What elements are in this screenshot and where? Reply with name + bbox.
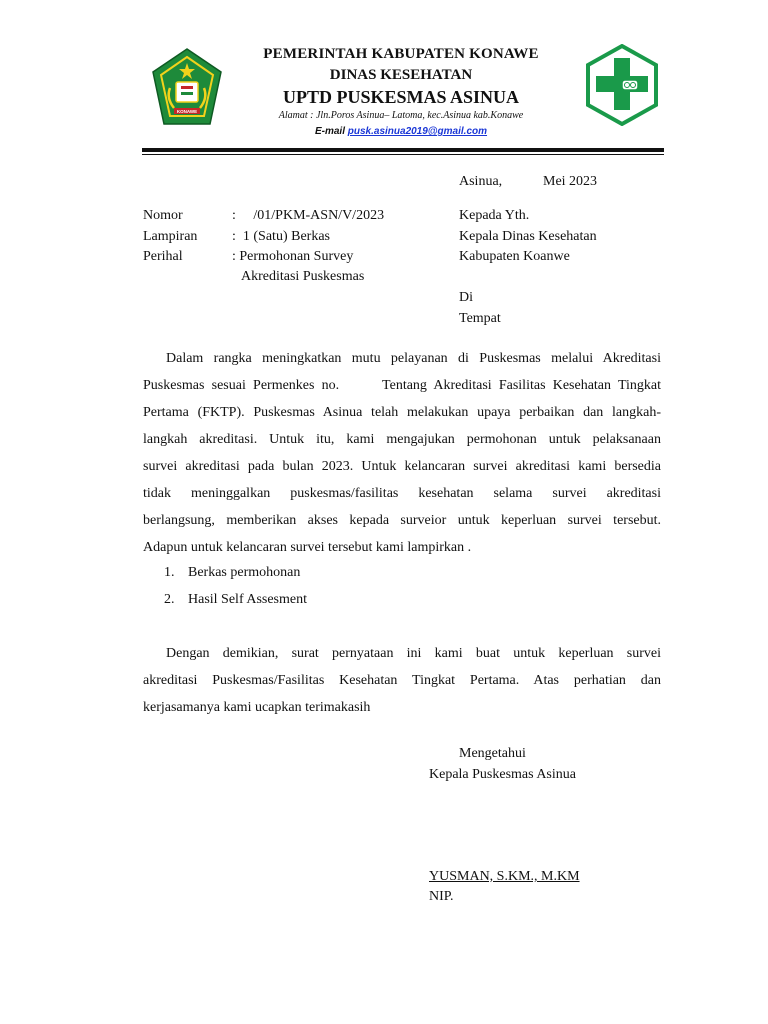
konawe-emblem-logo	[152, 48, 222, 126]
letterhead-rule-thin	[142, 154, 664, 155]
perihal-value-1: : Permohonan Survey	[232, 249, 354, 264]
emblem-ribbon-text: KONAWE	[176, 109, 198, 114]
email-link[interactable]: pusk.asinua2019@gmail.com	[347, 126, 488, 137]
paragraph-line: Dalam rangka meningkatkan mutu pelayanan di Puskesmas melalui Akreditasi	[166, 351, 661, 366]
nomor-label: Nomor	[143, 208, 183, 223]
nomor-value: : /01/PKM-ASN/V/2023	[232, 208, 385, 223]
body-paragraph-1	[143, 345, 661, 561]
signature-acknowledged: Mengetahui	[459, 746, 526, 761]
paragraph-line: langkah akreditasi. Untuk itu, kami mengajukan permohonan untuk pelaksanaan	[143, 432, 661, 447]
paragraph-line: berlangsung, memberikan akses kepada surveior untuk keperluan survei tersebut.	[143, 513, 661, 528]
paragraph-line: Puskesmas sesuai Permenkes no. Tentang Akreditasi Fasilitas Kesehatan Tingkat	[143, 378, 661, 393]
paragraph-line: Dengan demikian, surat pernyataan ini kami buat untuk keperluan survei	[166, 646, 661, 661]
header-address: Alamat : Jln.Poros Asinua– Latoma, kec.Asinua kab.Konawe	[278, 110, 524, 121]
body-paragraph-2	[143, 640, 661, 721]
paragraph-line: Pertama (FKTP). Puskesmas Asinua telah melakukan upaya perbaikan dan langkah-	[143, 405, 661, 420]
date-month-year: Mei 2023	[543, 174, 598, 189]
header-institution: UPTD PUSKESMAS ASINUA	[282, 87, 520, 107]
list-item-1-text: Berkas permohonan	[188, 565, 301, 580]
header-email	[230, 126, 572, 137]
recipient-line-3: Kabupaten Koanwe	[459, 249, 570, 264]
header-government: PEMERINTAH KABUPATEN KONAWE	[263, 46, 539, 62]
perihal-label: Perihal	[143, 249, 183, 264]
letterhead-rule-thick	[142, 148, 664, 152]
paragraph-line: tidak meninggalkan puskesmas/fasilitas kesehatan selama survei akreditasi	[143, 486, 661, 501]
list-item-1-number: 1.	[164, 565, 175, 580]
date-place: Asinua,	[459, 174, 503, 189]
recipient-line-4: Di	[459, 290, 473, 305]
puskesmas-cross-logo	[586, 44, 658, 126]
paragraph-line: survei akreditasi pada bulan 2023. Untuk kelancaran survei akreditasi kami bersedia	[143, 459, 661, 474]
email-label: E-mail	[314, 126, 345, 137]
recipient-line-5: Tempat	[459, 311, 501, 326]
recipient-line-2: Kepala Dinas Kesehatan	[459, 229, 597, 244]
lampiran-label: Lampiran	[143, 229, 198, 244]
recipient-line-1: Kepada Yth.	[459, 208, 530, 223]
signature-nip: NIP.	[429, 889, 454, 904]
paragraph-line: akreditasi Puskesmas/Fasilitas Kesehatan Tingkat Pertama. Atas perhatian dan	[143, 673, 661, 688]
paragraph-line: kerjasamanya kami ucapkan terimakasih	[143, 700, 371, 715]
list-item-2-text: Hasil Self Assesment	[188, 592, 307, 607]
signature-title: Kepala Puskesmas Asinua	[429, 767, 576, 782]
perihal-value-2: Akreditasi Puskesmas	[241, 269, 365, 284]
list-item-2-number: 2.	[164, 592, 175, 607]
lampiran-value: : 1 (Satu) Berkas	[232, 229, 330, 244]
paragraph-line: Adapun untuk kelancaran survei tersebut kami lampirkan .	[143, 540, 472, 555]
signature-name: YUSMAN, S.KM., M.KM	[429, 869, 580, 884]
header-department: DINAS KESEHATAN	[329, 67, 473, 83]
